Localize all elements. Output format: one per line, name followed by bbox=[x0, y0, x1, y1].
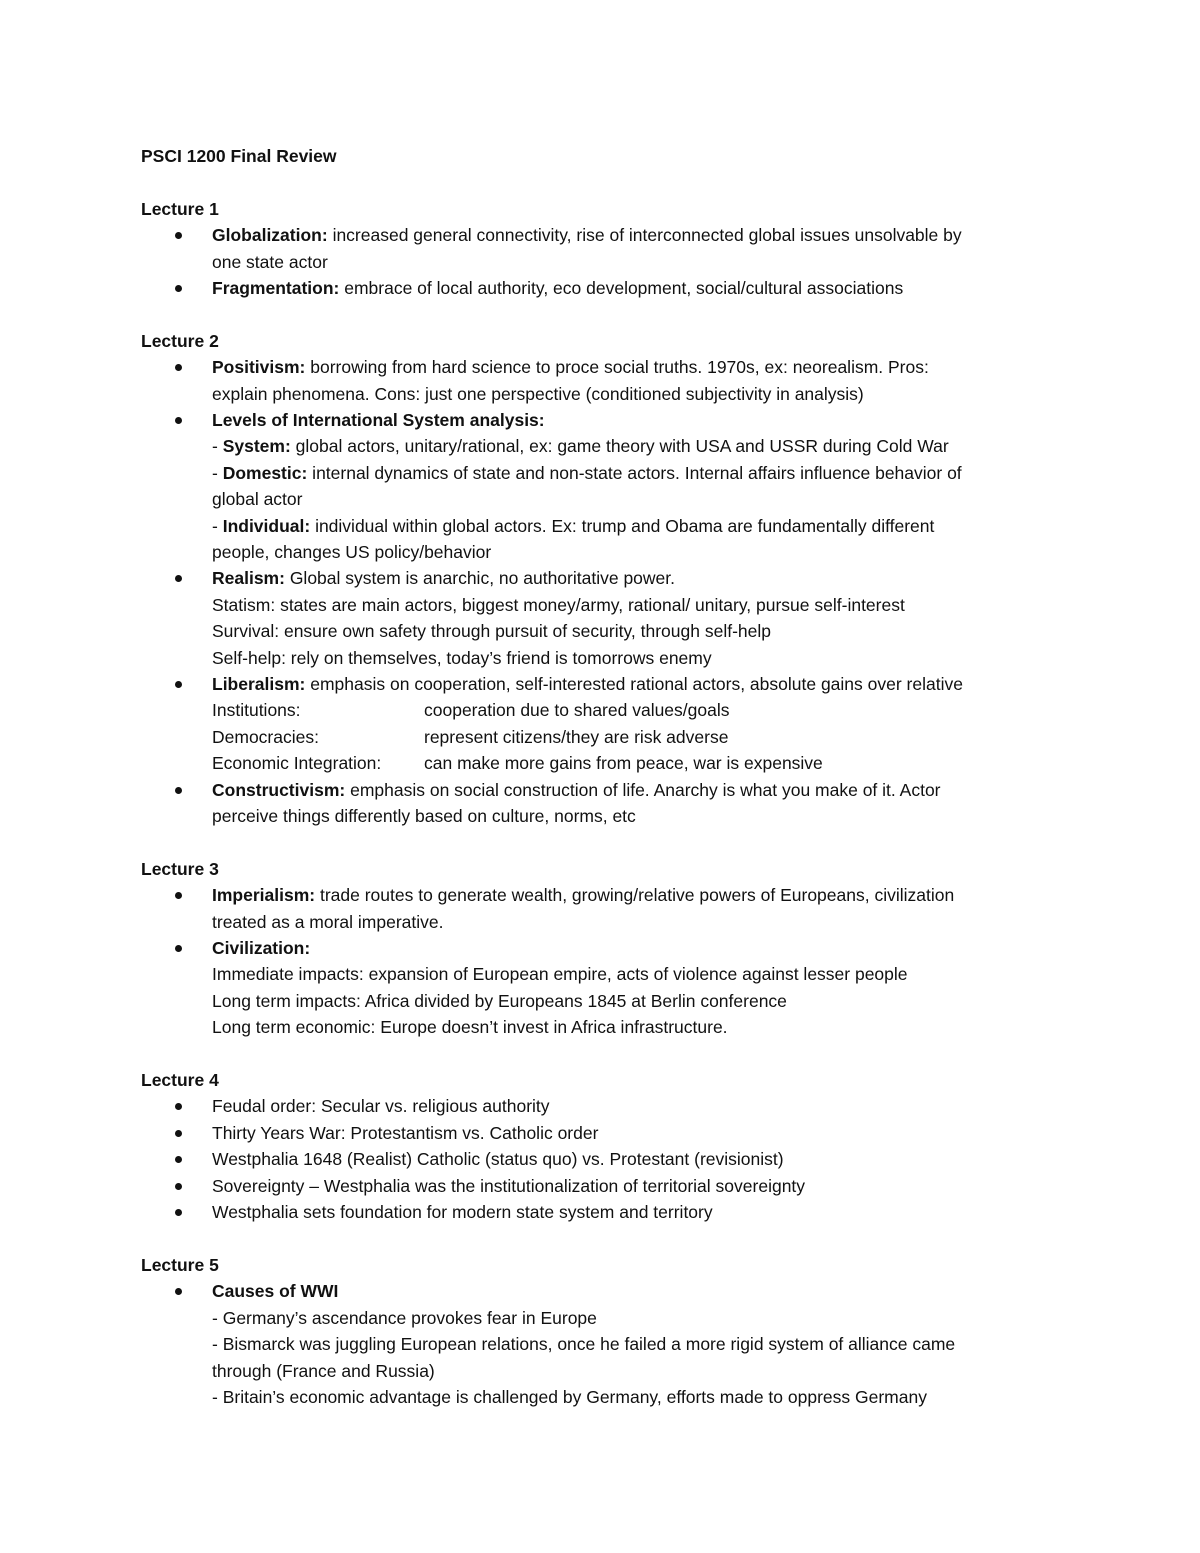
dash-prefix: - bbox=[212, 436, 223, 457]
dash-prefix: - bbox=[212, 515, 223, 536]
bullet-icon bbox=[175, 285, 182, 292]
term-label: Democracies: bbox=[212, 726, 319, 747]
blank-line bbox=[141, 169, 1071, 195]
bullet-item bbox=[141, 1120, 1071, 1146]
bullet-icon bbox=[175, 1209, 182, 1216]
term-bold: Levels of International System analysis: bbox=[212, 409, 545, 430]
text-line bbox=[212, 882, 1071, 908]
text-line bbox=[212, 249, 1071, 275]
lecture-heading: Lecture 1 bbox=[141, 198, 219, 219]
text-line bbox=[212, 565, 1071, 591]
dash-prefix: - bbox=[212, 1307, 223, 1328]
bullet-item bbox=[141, 1278, 1071, 1410]
term-text: Thirty Years War: Protestantism vs. Catholic order bbox=[212, 1122, 599, 1143]
term-text: trade routes to generate wealth, growing/relative powers of Europeans, civilization bbox=[315, 885, 955, 906]
term-bold: Individual: bbox=[222, 515, 311, 536]
text-line bbox=[212, 486, 1071, 512]
blank-line bbox=[141, 829, 1071, 855]
dash-prefix: - bbox=[212, 1334, 223, 1355]
text-line bbox=[212, 1384, 1071, 1410]
text-line bbox=[212, 539, 1071, 565]
text-line bbox=[212, 618, 1071, 644]
bullet-item bbox=[141, 222, 1071, 275]
term-bold: Positivism: bbox=[212, 357, 306, 378]
term-text: Sovereignty – Westphalia was the institutionalization of territorial sovereignty bbox=[212, 1175, 806, 1196]
lecture-section bbox=[141, 328, 1071, 856]
text-line bbox=[212, 750, 1071, 776]
text-line bbox=[212, 1358, 1071, 1384]
term-text: people, changes US policy/behavior bbox=[212, 542, 492, 563]
term-bold: Liberalism: bbox=[212, 674, 306, 695]
text-line bbox=[212, 460, 1071, 486]
text-line bbox=[212, 961, 1071, 987]
bullet-icon bbox=[175, 364, 182, 371]
bullet-item bbox=[141, 565, 1071, 671]
term-text: treated as a moral imperative. bbox=[212, 911, 444, 932]
text-line bbox=[212, 1305, 1071, 1331]
bullet-item bbox=[141, 354, 1071, 407]
bullet-icon bbox=[175, 1103, 182, 1110]
text-line bbox=[212, 1120, 1071, 1146]
term-text: Statism: states are main actors, biggest money/army, rational/ unitary, pursue self-interest bbox=[212, 594, 905, 615]
term-text: global actor bbox=[212, 489, 303, 510]
term-text: one state actor bbox=[212, 251, 328, 272]
bullet-item bbox=[141, 671, 1071, 777]
bullet-item bbox=[141, 275, 1071, 301]
text-line bbox=[212, 592, 1071, 618]
term-text: Feudal order: Secular vs. religious authority bbox=[212, 1096, 550, 1117]
term-text: explain phenomena. Cons: just one perspective (conditioned subjectivity in analysis) bbox=[212, 383, 864, 404]
lecture-heading: Lecture 2 bbox=[141, 330, 219, 351]
term-text: internal dynamics of state and non-state actors. Internal affairs influence behavior of bbox=[307, 462, 962, 483]
term-text: Self-help: rely on themselves, today’s friend is tomorrows enemy bbox=[212, 647, 712, 668]
term-text: Germany’s ascendance provokes fear in Europe bbox=[222, 1307, 597, 1328]
bullet-icon bbox=[175, 417, 182, 424]
term-text: increased general connectivity, rise of interconnected global issues unsolvable by bbox=[327, 225, 962, 246]
text-line bbox=[212, 354, 1071, 380]
term-text: Bismarck was juggling European relations, once he failed a more rigid system of alliance came bbox=[222, 1334, 956, 1355]
term-text: Global system is anarchic, no authoritative power. bbox=[284, 568, 676, 589]
bullet-item bbox=[141, 1199, 1071, 1225]
bullet-item bbox=[141, 1093, 1071, 1119]
text-line bbox=[212, 671, 1071, 697]
text-line bbox=[212, 275, 1071, 301]
text-line bbox=[212, 381, 1071, 407]
text-line bbox=[212, 513, 1071, 539]
term-text: Immediate impacts: expansion of European empire, acts of violence against lesser people bbox=[212, 964, 908, 985]
term-text: represent citizens/they are risk adverse bbox=[424, 726, 729, 747]
term-bold: Globalization: bbox=[212, 225, 328, 246]
text-line bbox=[212, 407, 1071, 433]
bullet-icon bbox=[175, 1183, 182, 1190]
term-text: can make more gains from peace, war is expensive bbox=[424, 753, 823, 774]
dash-prefix: - bbox=[212, 462, 223, 483]
term-text: individual within global actors. Ex: trump and Obama are fundamentally different bbox=[310, 515, 935, 536]
text-line bbox=[212, 1173, 1071, 1199]
bullet-icon bbox=[175, 232, 182, 239]
text-line bbox=[212, 1199, 1071, 1225]
lecture-heading: Lecture 5 bbox=[141, 1254, 219, 1275]
text-line bbox=[212, 724, 1071, 750]
term-text: emphasis on cooperation, self-interested rational actors, absolute gains over relative bbox=[305, 674, 963, 695]
term-label: Institutions: bbox=[212, 700, 301, 721]
bullet-item bbox=[141, 1173, 1071, 1199]
dash-prefix: - bbox=[212, 1386, 223, 1407]
term-bold: Realism: bbox=[212, 568, 285, 589]
blank-line bbox=[141, 1226, 1071, 1252]
text-line bbox=[212, 645, 1071, 671]
term-text: through (France and Russia) bbox=[212, 1360, 435, 1381]
term-text: Long term economic: Europe doesn’t invest in Africa infrastructure. bbox=[212, 1017, 728, 1038]
text-line bbox=[212, 803, 1071, 829]
term-text: Britain’s economic advantage is challenged by Germany, efforts made to oppress Germany bbox=[222, 1386, 927, 1407]
bullet-icon bbox=[175, 681, 182, 688]
text-line bbox=[212, 777, 1071, 803]
term-bold: Causes of WWI bbox=[212, 1281, 339, 1302]
text-line bbox=[212, 909, 1071, 935]
bullet-item bbox=[141, 1146, 1071, 1172]
term-text: embrace of local authority, eco development, social/cultural associations bbox=[339, 277, 904, 298]
text-line bbox=[212, 1331, 1071, 1357]
term-label: Economic Integration: bbox=[212, 753, 382, 774]
bullet-item bbox=[141, 777, 1071, 830]
term-text: Long term impacts: Africa divided by Europeans 1845 at Berlin conference bbox=[212, 990, 787, 1011]
term-text: borrowing from hard science to proce social truths. 1970s, ex: neorealism. Pros: bbox=[305, 357, 929, 378]
bullet-icon bbox=[175, 1156, 182, 1163]
bullet-item bbox=[141, 935, 1071, 1041]
term-bold: Civilization: bbox=[212, 938, 311, 959]
blank-line bbox=[141, 301, 1071, 327]
lecture-heading: Lecture 3 bbox=[141, 858, 219, 879]
text-line bbox=[212, 1014, 1071, 1040]
text-line bbox=[212, 1146, 1071, 1172]
text-line bbox=[212, 433, 1071, 459]
lecture-section bbox=[141, 196, 1071, 328]
blank-line bbox=[141, 1041, 1071, 1067]
bullet-icon bbox=[175, 945, 182, 952]
text-line bbox=[212, 222, 1071, 248]
bullet-icon bbox=[175, 787, 182, 794]
lecture-section bbox=[141, 1252, 1071, 1410]
bullet-item bbox=[141, 882, 1071, 935]
bullet-icon bbox=[175, 1130, 182, 1137]
term-text: Westphalia 1648 (Realist) Catholic (status quo) vs. Protestant (revisionist) bbox=[212, 1149, 784, 1170]
bullet-icon bbox=[175, 1288, 182, 1295]
lecture-section bbox=[141, 1067, 1071, 1252]
bullet-item bbox=[141, 407, 1071, 565]
bullet-icon bbox=[175, 575, 182, 582]
term-bold: System: bbox=[222, 436, 291, 457]
lecture-section bbox=[141, 856, 1071, 1067]
text-line bbox=[212, 1278, 1071, 1304]
term-text: global actors, unitary/rational, ex: game theory with USA and USSR during Cold War bbox=[290, 436, 949, 457]
text-line bbox=[212, 1093, 1071, 1119]
term-text: Westphalia sets foundation for modern state system and territory bbox=[212, 1202, 713, 1223]
document-body bbox=[141, 143, 1071, 1410]
bullet-icon bbox=[175, 892, 182, 899]
term-bold: Constructivism: bbox=[212, 779, 346, 800]
page-title: PSCI 1200 Final Review bbox=[141, 146, 337, 166]
term-text: Survival: ensure own safety through pursuit of security, through self-help bbox=[212, 621, 771, 642]
term-text: cooperation due to shared values/goals bbox=[424, 700, 730, 721]
term-bold: Imperialism: bbox=[212, 885, 316, 906]
text-line bbox=[212, 935, 1071, 961]
lecture-heading: Lecture 4 bbox=[141, 1070, 219, 1091]
term-text: perceive things differently based on culture, norms, etc bbox=[212, 806, 636, 827]
term-bold: Fragmentation: bbox=[212, 277, 340, 298]
term-text: emphasis on social construction of life. Anarchy is what you make of it. Actor bbox=[345, 779, 941, 800]
text-line bbox=[212, 697, 1071, 723]
term-bold: Domestic: bbox=[222, 462, 308, 483]
text-line bbox=[212, 988, 1071, 1014]
